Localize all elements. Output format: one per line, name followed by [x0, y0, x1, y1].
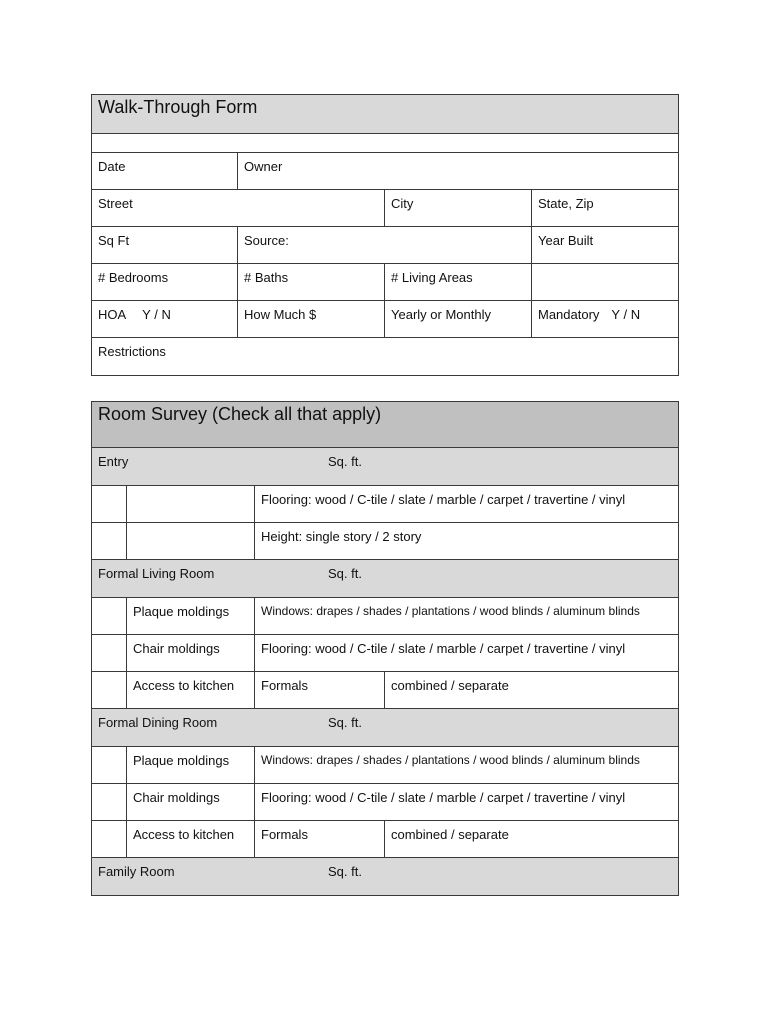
- sq-ft-label: Sq. ft.: [328, 715, 362, 730]
- combined-separate-option[interactable]: combined / separate: [385, 672, 679, 709]
- chair-moldings-option[interactable]: Chair moldings: [127, 635, 255, 672]
- formals-label: Formals: [255, 821, 385, 858]
- chair-moldings-option[interactable]: Chair moldings: [127, 784, 255, 821]
- bedrooms-field[interactable]: # Bedrooms: [92, 264, 238, 301]
- sq-ft-label: Sq. ft.: [328, 566, 362, 581]
- mandatory-yes-no[interactable]: Y / N: [611, 307, 641, 322]
- entry-flooring[interactable]: Flooring: wood / C-tile / slate / marble / carpet / travertine / vinyl: [255, 486, 679, 523]
- checkbox-cell[interactable]: [92, 784, 127, 821]
- section-entry: Entry Sq. ft.: [92, 448, 679, 486]
- how-much-field[interactable]: How Much $: [238, 301, 385, 338]
- baths-field[interactable]: # Baths: [238, 264, 385, 301]
- checkbox-cell[interactable]: [92, 486, 127, 523]
- blank-row[interactable]: [92, 134, 679, 153]
- state-zip-field[interactable]: State, Zip: [532, 190, 679, 227]
- checkbox-cell[interactable]: [92, 598, 127, 635]
- sq-ft-field[interactable]: Sq Ft: [92, 227, 238, 264]
- owner-field[interactable]: Owner: [238, 153, 679, 190]
- checkbox-cell[interactable]: [92, 523, 127, 560]
- sq-ft-label: Sq. ft.: [328, 454, 362, 469]
- room-survey-table: [91, 401, 679, 896]
- dining-flooring[interactable]: Flooring: wood / C-tile / slate / marble / carpet / travertine / vinyl: [255, 784, 679, 821]
- living-areas-field[interactable]: # Living Areas: [385, 264, 532, 301]
- checkbox-cell[interactable]: [92, 635, 127, 672]
- restrictions-field[interactable]: Restrictions: [92, 338, 679, 376]
- section-formal-dining-room: Formal Dining Room Sq. ft.: [92, 709, 679, 747]
- living-flooring[interactable]: Flooring: wood / C-tile / slate / marble / carpet / travertine / vinyl: [255, 635, 679, 672]
- plaque-moldings-option[interactable]: Plaque moldings: [127, 747, 255, 784]
- checkbox-cell[interactable]: [92, 672, 127, 709]
- blank-cell[interactable]: [127, 486, 255, 523]
- walkthrough-form-table: [91, 94, 679, 376]
- blank-cell[interactable]: [532, 264, 679, 301]
- combined-separate-option[interactable]: combined / separate: [385, 821, 679, 858]
- living-windows[interactable]: Windows: drapes / shades / plantations / wood blinds / aluminum blinds: [255, 598, 679, 635]
- city-field[interactable]: City: [385, 190, 532, 227]
- blank-cell[interactable]: [127, 523, 255, 560]
- section-formal-living-room: Formal Living Room Sq. ft.: [92, 560, 679, 598]
- yearly-monthly-field[interactable]: Yearly or Monthly: [385, 301, 532, 338]
- year-built-field[interactable]: Year Built: [532, 227, 679, 264]
- walkthrough-title: Walk-Through Form: [92, 95, 679, 134]
- mandatory-field[interactable]: Mandatory Y / N: [532, 301, 679, 338]
- plaque-moldings-option[interactable]: Plaque moldings: [127, 598, 255, 635]
- dining-windows[interactable]: Windows: drapes / shades / plantations / wood blinds / aluminum blinds: [255, 747, 679, 784]
- hoa-yes-no[interactable]: Y / N: [142, 307, 171, 322]
- street-field[interactable]: Street: [92, 190, 385, 227]
- sq-ft-label: Sq. ft.: [328, 864, 362, 879]
- source-field[interactable]: Source:: [238, 227, 532, 264]
- section-family-room: Family Room Sq. ft.: [92, 858, 679, 896]
- access-to-kitchen-option[interactable]: Access to kitchen: [127, 672, 255, 709]
- checkbox-cell[interactable]: [92, 821, 127, 858]
- date-field[interactable]: Date: [92, 153, 238, 190]
- checkbox-cell[interactable]: [92, 747, 127, 784]
- formals-label: Formals: [255, 672, 385, 709]
- hoa-field[interactable]: HOA Y / N: [92, 301, 238, 338]
- entry-height[interactable]: Height: single story / 2 story: [255, 523, 679, 560]
- room-survey-title: Room Survey (Check all that apply): [92, 402, 679, 448]
- access-to-kitchen-option[interactable]: Access to kitchen: [127, 821, 255, 858]
